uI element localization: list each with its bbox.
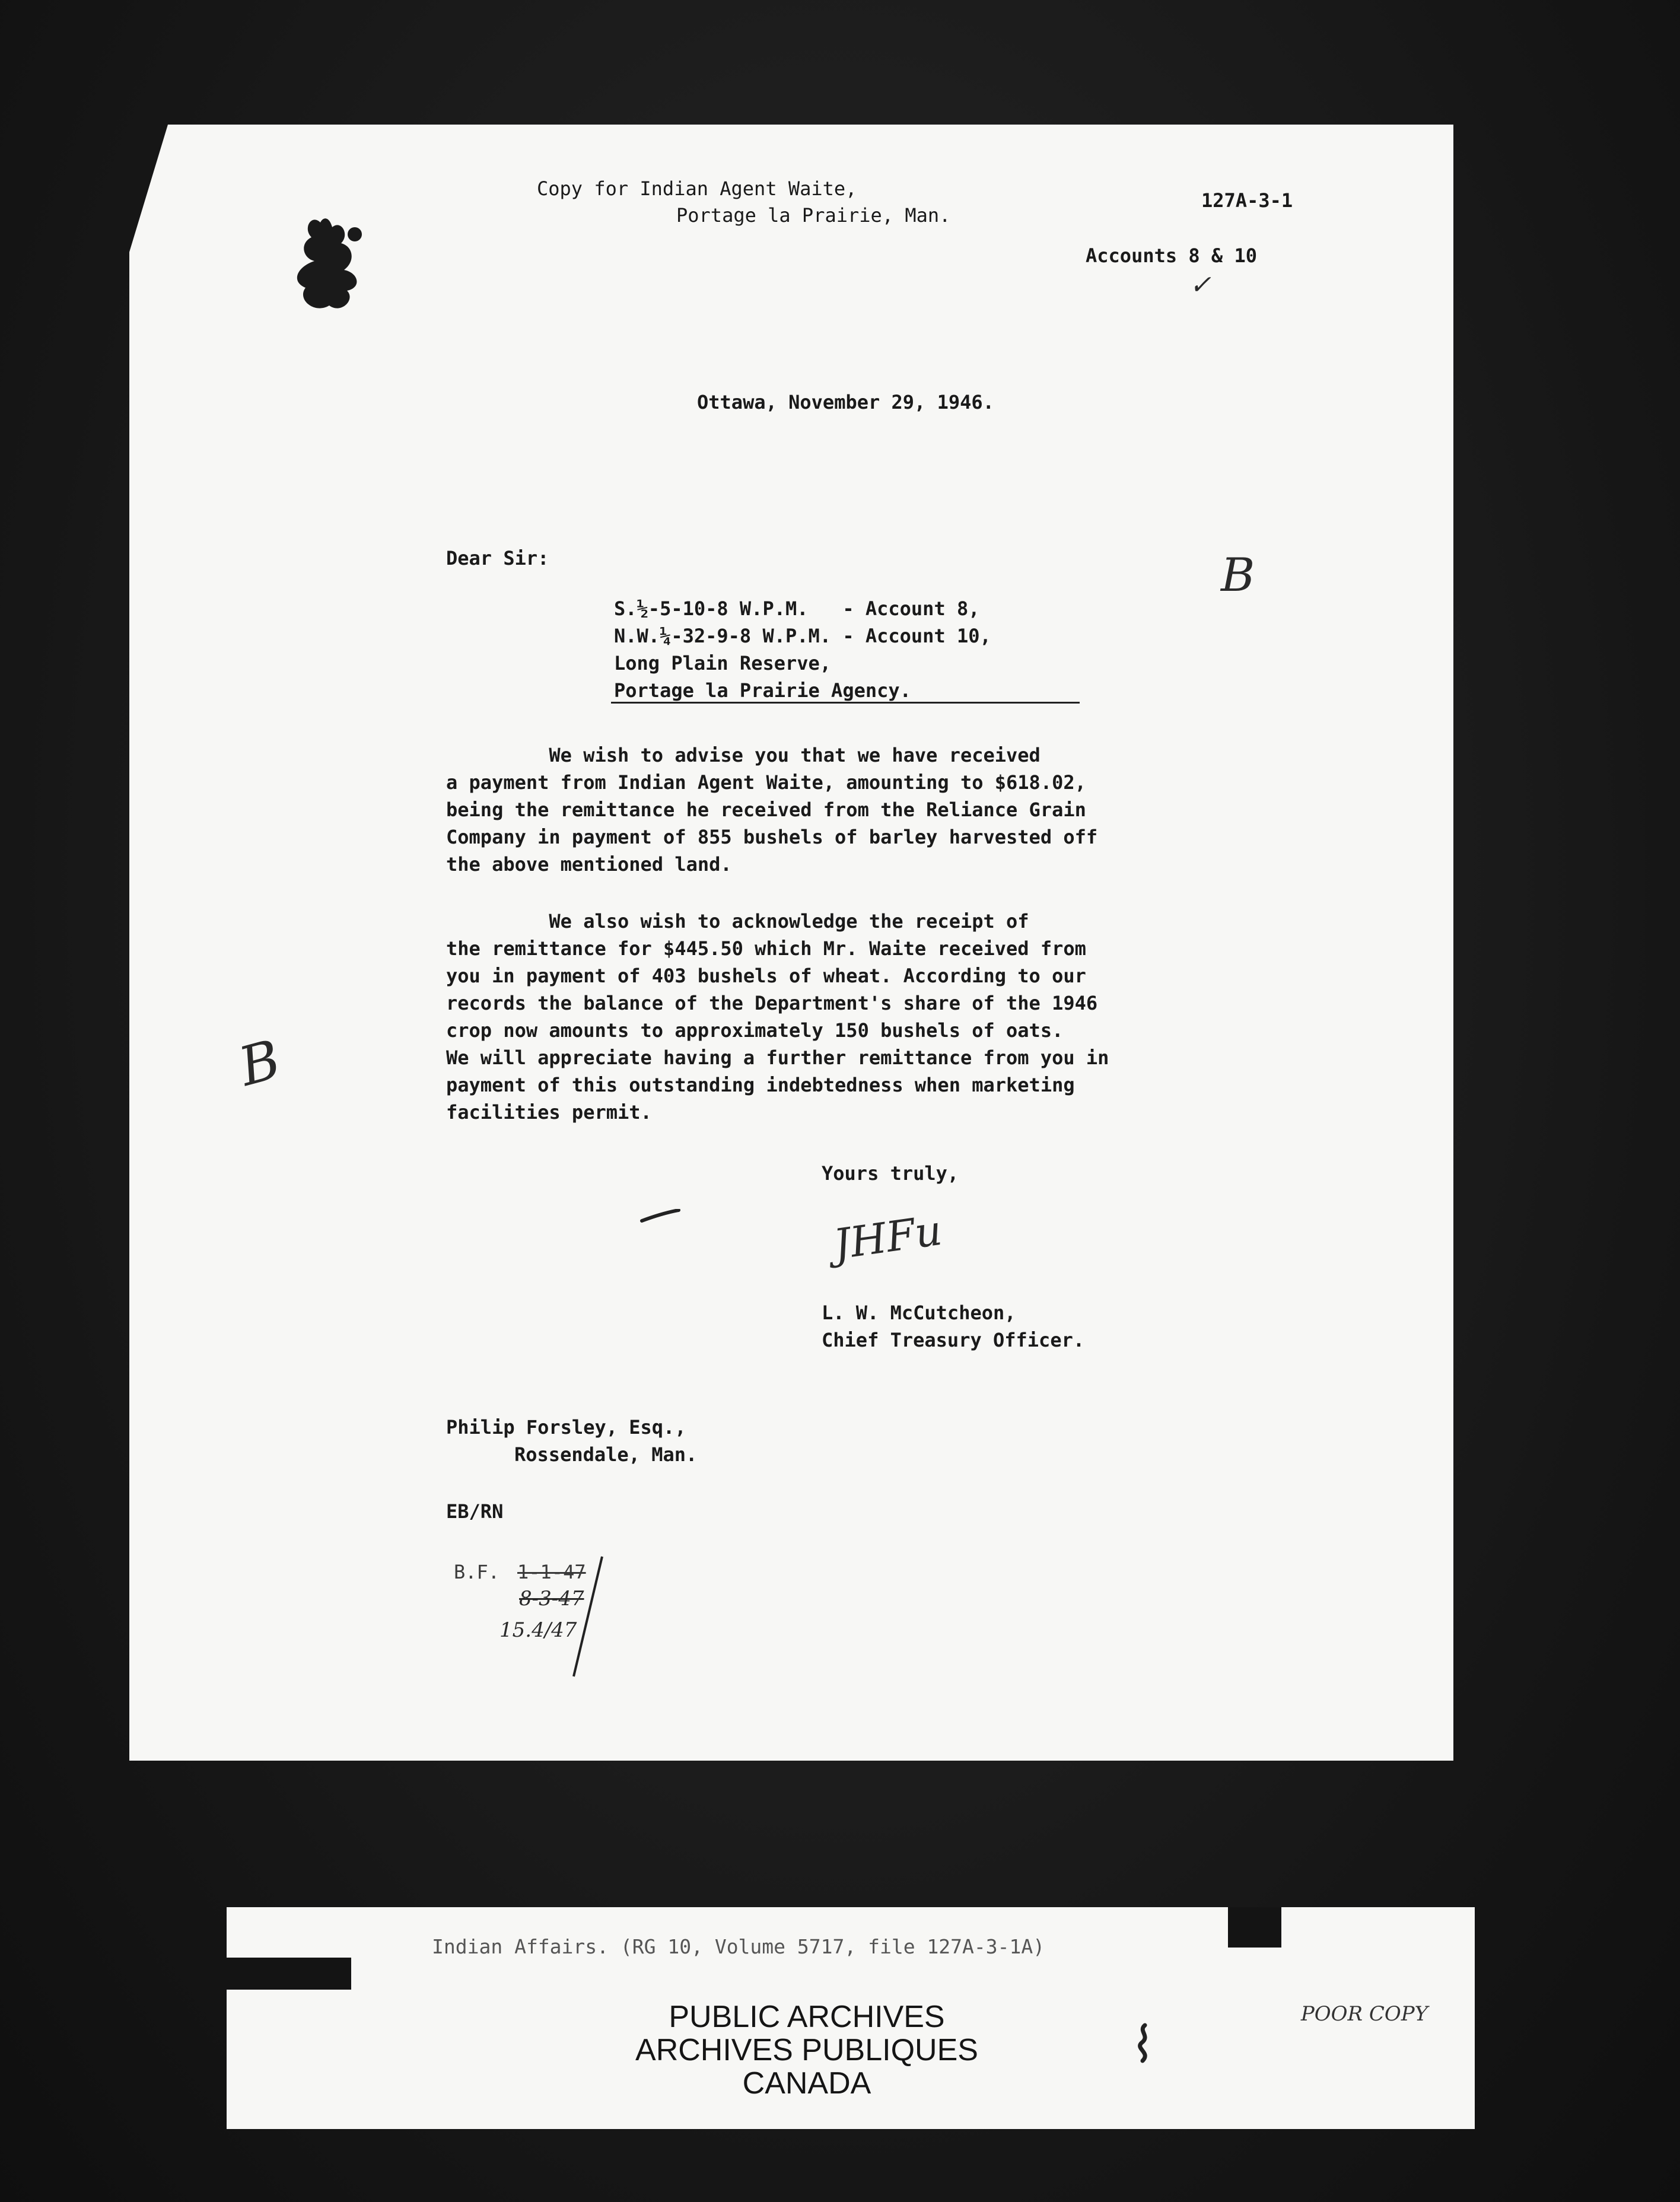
paragraph-line: the remittance for $445.50 which Mr. Waite received from [446, 937, 1086, 960]
bf-date: 8-3-47 [519, 1587, 584, 1611]
bf-date: 15.4/47 [499, 1618, 577, 1642]
paragraph-line: We also wish to acknowledge the receipt of [446, 910, 1029, 933]
file-number: 127A-3-1 [1201, 189, 1293, 212]
closing: Yours truly, [822, 1162, 959, 1185]
copy-note-line1: Copy for Indian Agent Waite, [537, 177, 857, 200]
pen-stroke-mark [639, 1209, 681, 1223]
paragraph-line: the above mentioned land. [446, 853, 732, 876]
signatory-name: L. W. McCutcheon, [822, 1302, 1016, 1324]
label-notch [227, 1958, 351, 1990]
margin-handwritten-mark: B [233, 1028, 287, 1099]
stamp-line: ARCHIVES PUBLIQUES [635, 2033, 978, 2067]
copy-note-line2: Portage la Prairie, Man. [676, 204, 951, 227]
signatory-title: Chief Treasury Officer. [822, 1329, 1085, 1351]
salutation: Dear Sir: [446, 547, 549, 569]
paragraph-line: Company in payment of 855 bushels of barley harvested off [446, 826, 1098, 848]
reference-underline [611, 702, 1080, 704]
paragraph-line: payment of this outstanding indebtedness when marketing [446, 1074, 1075, 1096]
addressee-name: Philip Forsley, Esq., [446, 1416, 686, 1439]
ink-blot-mark [285, 211, 380, 317]
label-notch [1228, 1907, 1281, 1948]
paragraph-line: facilities permit. [446, 1101, 652, 1124]
accounts-reference: Accounts 8 & 10 [1086, 244, 1257, 267]
reference-line: Long Plain Reserve, [614, 652, 832, 674]
small-ink-mark [1133, 2023, 1157, 2064]
paragraph-line: records the balance of the Department's share of the 1946 [446, 992, 1098, 1014]
paragraph-line: crop now amounts to approximately 150 bushels of oats. [446, 1019, 1064, 1042]
reference-line: S.½-5-10-8 W.P.M. - Account 8, [614, 597, 980, 620]
stamp-line: CANADA [742, 2066, 871, 2101]
reference-line: Portage la Prairie Agency. [614, 679, 911, 702]
reference-line: N.W.¼-32-9-8 W.P.M. - Account 10, [614, 625, 991, 647]
public-archives-stamp [552, 2000, 1062, 2100]
bf-label: B.F. [454, 1561, 500, 1583]
paragraph-line: being the remittance he received from the Reliance Grain [446, 798, 1086, 821]
paragraph-line: you in payment of 403 bushels of wheat. According to our [446, 965, 1086, 987]
date-line: Ottawa, November 29, 1946. [697, 391, 994, 413]
accounts-checkmark: ✓ [1189, 270, 1211, 300]
handwritten-b-mark: B [1221, 549, 1255, 602]
paragraph-line: We will appreciate having a further remittance from you in [446, 1046, 1109, 1069]
bf-slash-mark [567, 1554, 608, 1679]
stamp-line: PUBLIC ARCHIVES [669, 2000, 945, 2034]
archive-citation: Indian Affairs. (RG 10, Volume 5717, file 127A-3-1A) [432, 1935, 1045, 1958]
addressee-place: Rossendale, Man. [514, 1443, 698, 1466]
poor-copy-note: POOR COPY [1269, 1993, 1459, 2035]
typist-initials: EB/RN [446, 1500, 504, 1523]
paragraph-line: a payment from Indian Agent Waite, amounting to $618.02, [446, 771, 1086, 794]
bf-date: 1-1-47 [517, 1561, 586, 1583]
paragraph-line: We wish to advise you that we have received [446, 744, 1041, 766]
signature-initials: JHFu [831, 1205, 945, 1269]
